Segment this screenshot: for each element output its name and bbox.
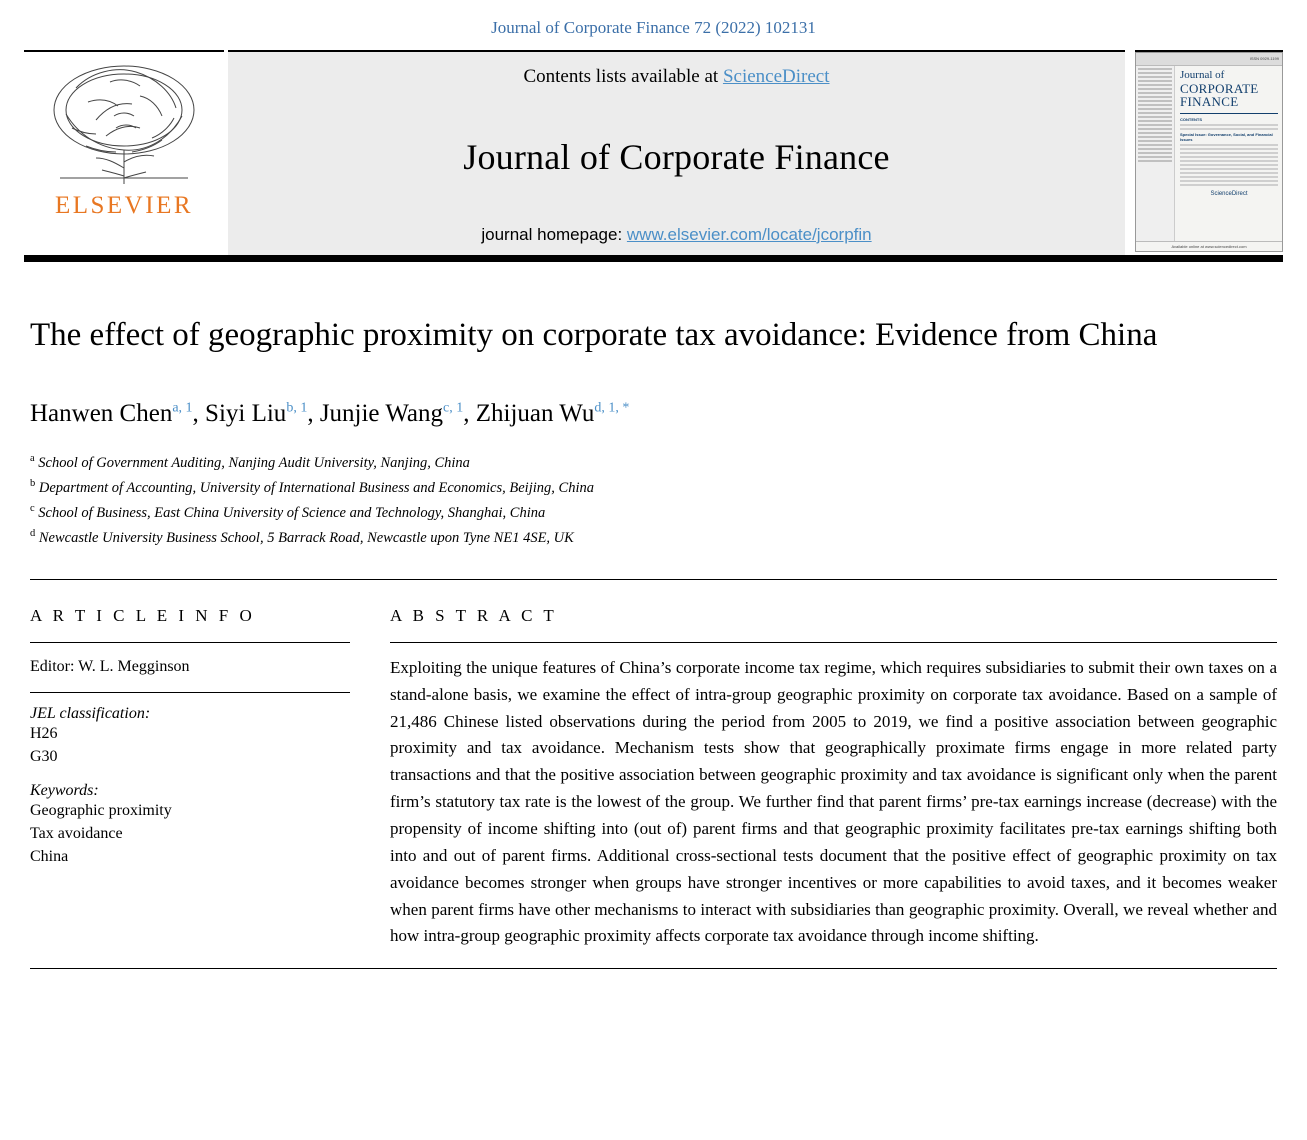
author-sep-0: , (192, 399, 206, 427)
affiliation-3 (30, 525, 1277, 550)
affiliation-3-mark: d (30, 528, 36, 540)
journal-title: Journal of Corporate Finance (463, 136, 890, 177)
cover-main (1175, 66, 1282, 241)
affiliation-1-text: Department of Accounting, University of International Business and Economics, Beijing, China (38, 479, 594, 496)
affiliation-3-text: Newcastle University Business School, 5 Barrack Road, Newcastle upon Tyne NE1 4SE, UK (38, 530, 574, 547)
jel-block (30, 705, 350, 768)
cover-issn: ISSN 0929-1199 (1136, 53, 1282, 66)
cover-title-line3: FINANCE (1180, 94, 1239, 110)
author-0-name: Hanwen Chen (30, 399, 173, 427)
homepage-line (481, 225, 871, 245)
author-0-affil-mark: a, 1 (172, 400, 193, 416)
article-body-bottom-rule (30, 968, 1277, 969)
author-1-name: Siyi Liu (205, 399, 287, 427)
affiliation-2 (30, 500, 1277, 525)
elsevier-tree-icon (36, 58, 212, 190)
affiliation-2-text: School of Business, East China University of Science and Technology, Shanghai, China (38, 505, 546, 521)
cover-sciencedirect-label: ScienceDirect (1210, 190, 1248, 197)
jel-code-0: H26 (30, 724, 58, 742)
author-3-name: Zhijuan Wu (475, 399, 595, 427)
info-section-top-rule (30, 579, 1277, 580)
author-0 (30, 400, 193, 427)
cover-title-line1: Journal of (1180, 69, 1225, 81)
jel-code-1: G30 (30, 747, 58, 765)
author-1 (205, 400, 307, 427)
title-block (0, 262, 1307, 551)
keywords-label: Keywords: (30, 782, 99, 800)
masthead-bottom-rule (24, 255, 1283, 262)
jel-label: JEL classification: (30, 704, 151, 722)
journal-masthead (0, 50, 1307, 255)
author-3-affil-mark: d, 1, * (594, 400, 630, 416)
journal-homepage-link[interactable]: www.elsevier.com/locate/jcorpfin (626, 225, 872, 244)
affiliation-0-mark: a (30, 452, 35, 464)
keywords-block (30, 782, 350, 868)
running-head: Journal of Corporate Finance 72 (2022) 102131 (491, 18, 816, 37)
cover-title-line2: CORPORATE (1180, 80, 1259, 96)
cover-footer: Available online at www.sciencedirect.com (1136, 241, 1282, 251)
journal-cover-thumbnail (1135, 50, 1283, 255)
affiliation-1 (30, 475, 1277, 500)
keyword-2: China (30, 847, 69, 865)
affiliation-0 (30, 450, 1277, 475)
affiliation-1-mark: b (30, 477, 36, 489)
masthead-center (228, 50, 1125, 255)
affiliation-list (30, 450, 1277, 551)
author-sep-2: , (463, 399, 476, 427)
article-body (0, 606, 1307, 950)
sciencedirect-link[interactable]: ScienceDirect (722, 66, 830, 87)
abstract-text: Exploiting the unique features of China’s corporate income tax regime, which requires subsidiaries to submit their own taxes on a stand-alone basis, we examine the effect of intra-group geographic proximity on corporate tax avoidance. Based on a sample of 21,486 Chinese listed observations during the period from 2005 to 2019, we find a positive association between geographic proximity and tax avoidance. Mechanism tests show that geographically proximate firms engage in more related party transactions and that the positive association between geographic proximity and tax avoidance is significant only when the parent firm’s statutory tax rate is the lowest of the group. We further find that parent firms’ pre-tax earnings increase (decrease) with the propensity of income shifting into (out of) parent firms and that geographic proximity facilitates pre-tax earnings shifting both into and out of parent firms. Additional cross-sectional tests document that the positive effect of geographic proximity on tax avoidance becomes stronger when groups have stronger incentives or more capabilities to avoid taxes, and it becomes weaker when parent firms have other mechanisms to interact with subsidiaries than geographic proximity. Overall, we reveal whether and how intra-group geographic proximity affects corporate tax avoidance through income shifting. (390, 657, 1277, 946)
affiliation-0-text: School of Government Auditing, Nanjing Audit University, Nanjing, China (38, 454, 470, 471)
author-2-name: Junjie Wang (319, 399, 444, 427)
author-sep-1: , (307, 399, 320, 427)
keyword-0: Geographic proximity (30, 802, 172, 820)
cover-sidebar (1136, 66, 1175, 241)
elsevier-wordmark: ELSEVIER (54, 192, 194, 219)
contents-prefix: Contents lists available at (523, 66, 723, 87)
abstract-heading: A B S T R A C T (390, 605, 558, 625)
keyword-1: Tax avoidance (30, 825, 123, 843)
author-list (30, 400, 1277, 428)
author-2-affil-mark: c, 1 (443, 400, 464, 416)
cover-contents (1180, 117, 1278, 186)
cover-special-label: Special Issue: Governance, Social, and Financial Issues (1180, 131, 1273, 142)
article-info-column (30, 606, 390, 950)
editor-line: Editor: W. L. Megginson (30, 657, 190, 675)
author-1-affil-mark: b, 1 (286, 400, 308, 416)
affiliation-2-mark: c (30, 503, 35, 515)
contents-line (523, 66, 829, 88)
cover-contents-label: CONTENTS (1180, 116, 1202, 122)
abstract-column (390, 606, 1277, 950)
article-info-heading: A R T I C L E I N F O (30, 605, 256, 625)
author-2 (320, 400, 463, 427)
page-title: The effect of geographic proximity on corporate tax avoidance: Evidence from China (30, 317, 1158, 353)
homepage-prefix: journal homepage: (481, 225, 627, 244)
author-3 (476, 400, 630, 427)
elsevier-logo (24, 50, 224, 255)
